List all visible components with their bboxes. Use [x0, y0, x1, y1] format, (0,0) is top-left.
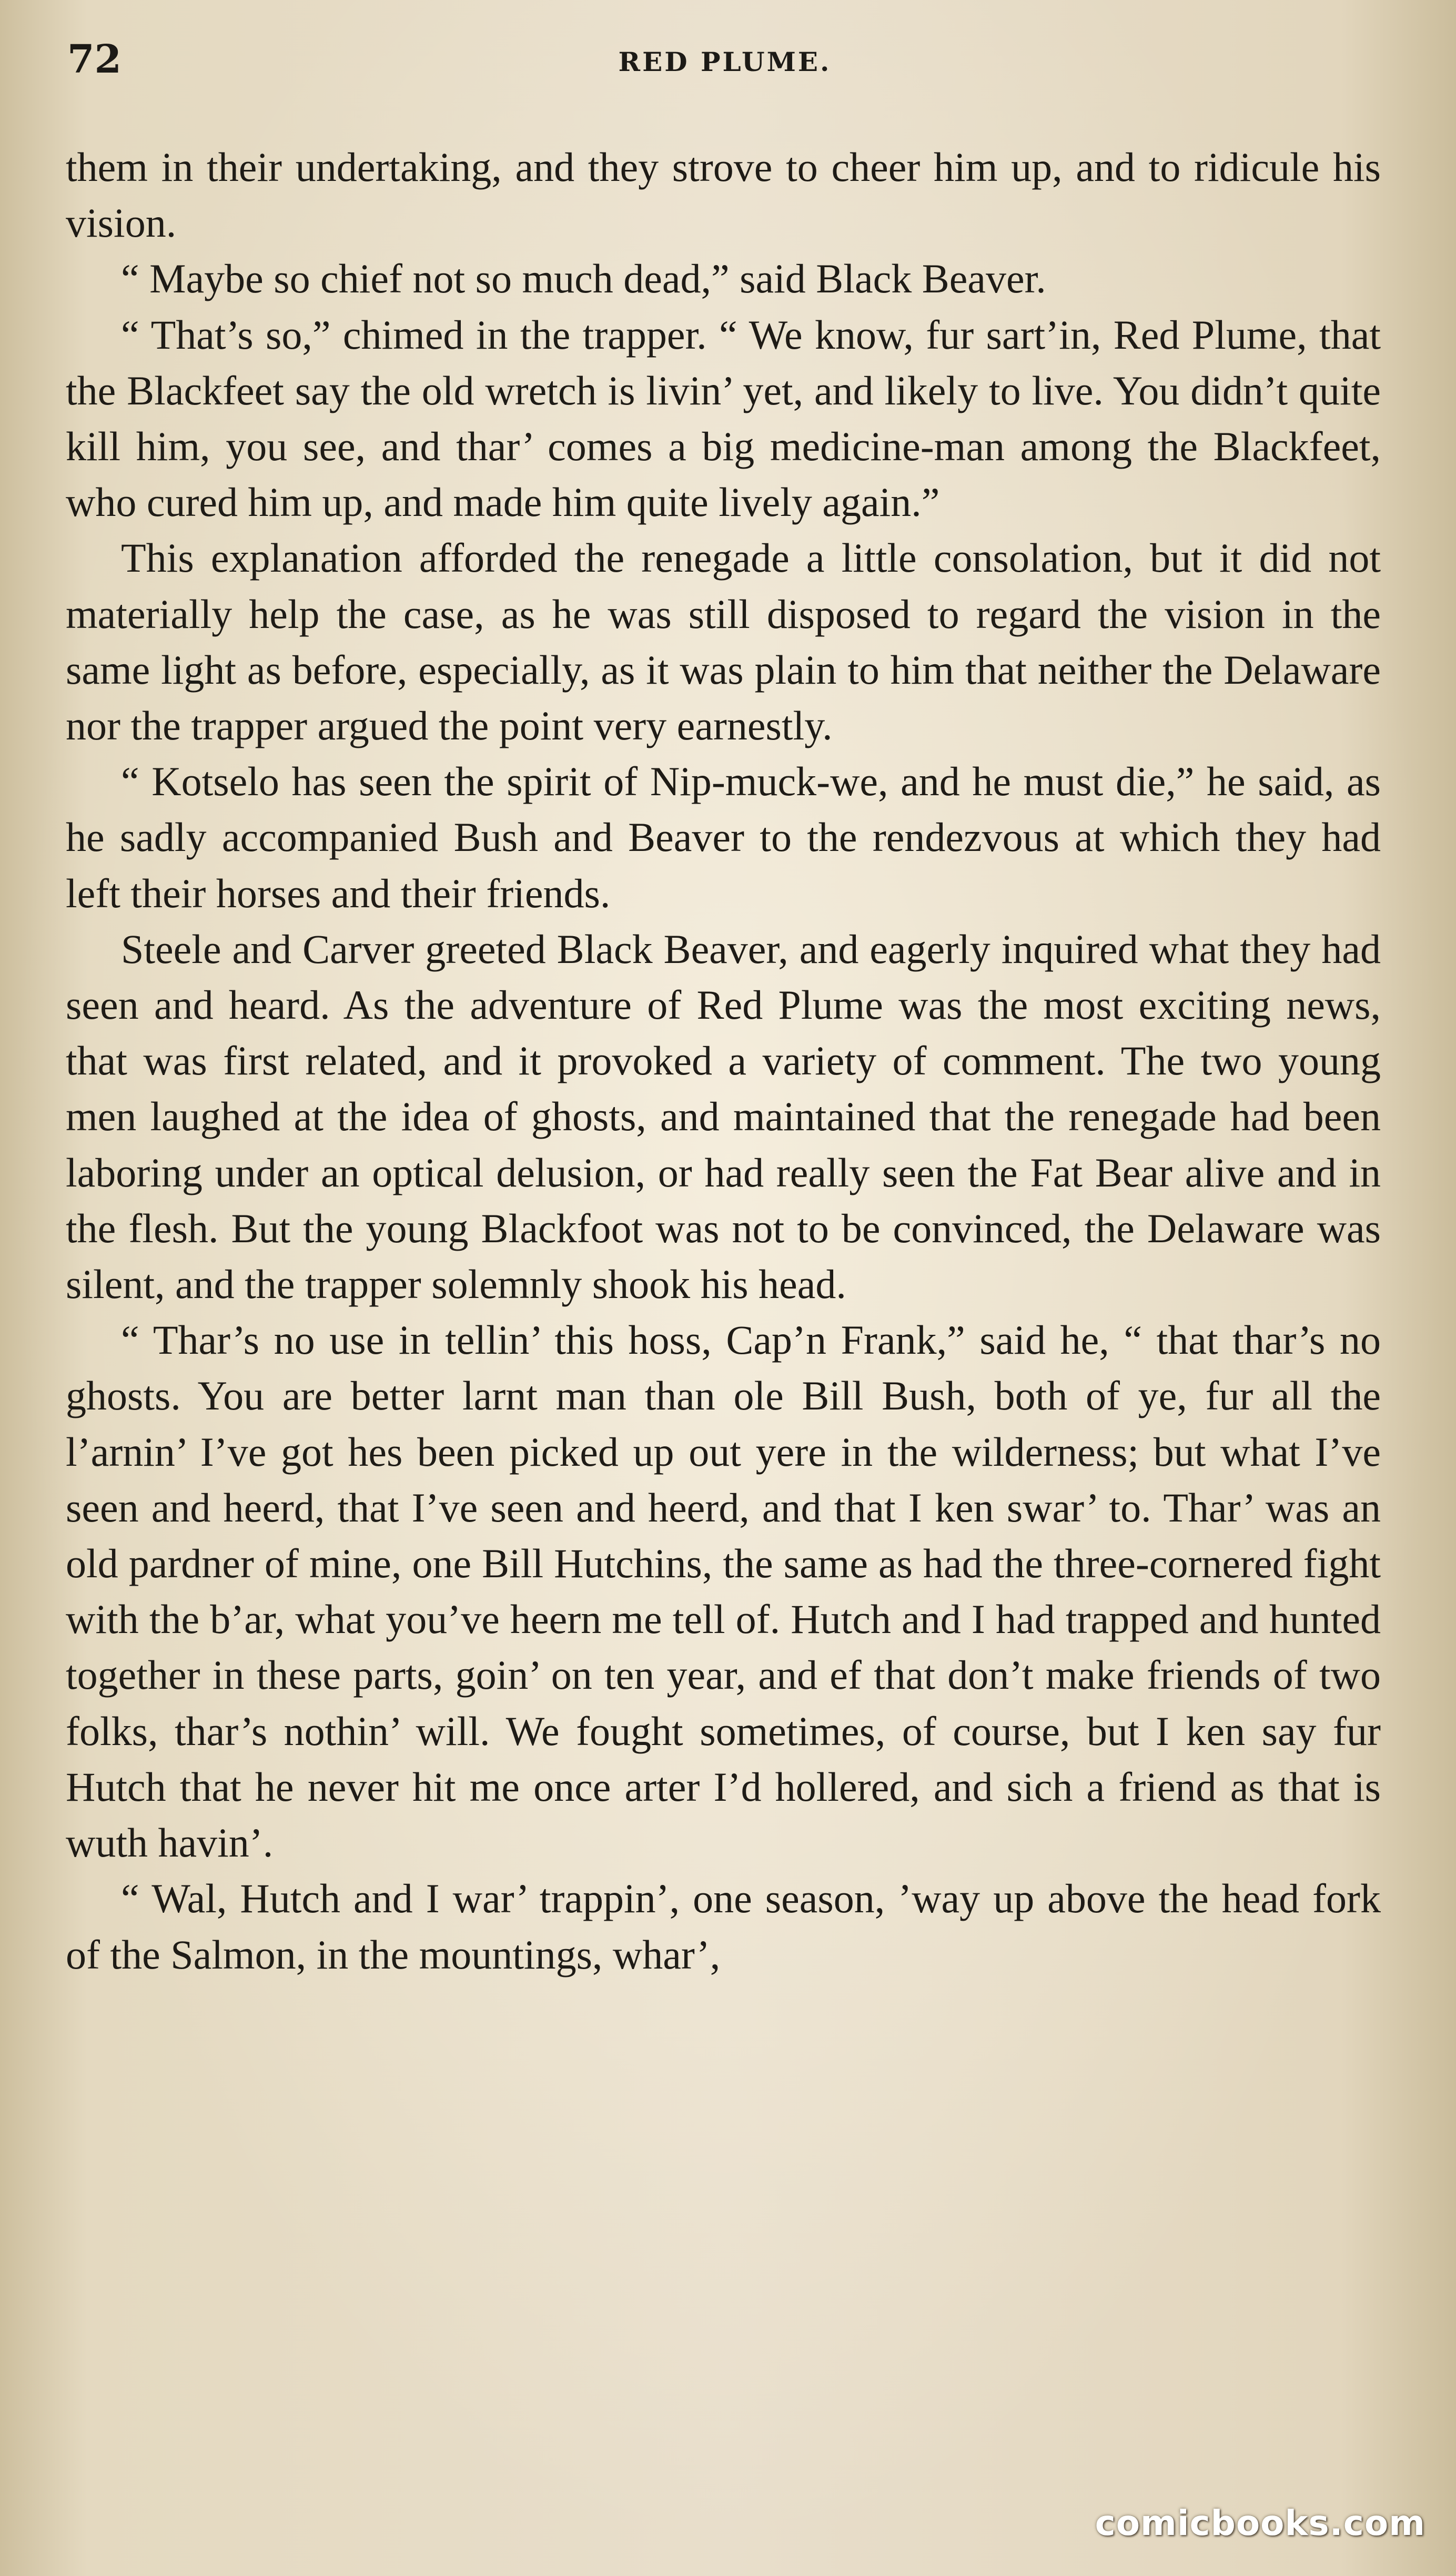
paragraph: Steele and Carver greeted Black Beaver, and eagerly inquired what they had seen and heard. As the adventure of Red Plume was the most exciting news, that was first related, and it provoked a variety of comment. The two young men laughed at the idea of ghosts, and maintained that the renegade had been laboring under an optical delusion, or had really seen the Fat Bear alive and in the flesh. But the young Blackfoot was not to be convinced, the Delaware was silent, and the trapper solemnly shook his head.: [66, 926, 1381, 1307]
page-header: [67, 37, 1382, 95]
paragraph: them in their undertaking, and they strove to cheer him up, and to ridicule his vision.: [66, 144, 1381, 246]
running-title: RED PLUME.: [618, 46, 832, 77]
paragraph: “ Thar’s no use in tellin’ this hoss, Cap’n Frank,” said he, “ that thar’s no ghosts. You are better larnt man than ole Bill Bush, both of ye, fur all the l’arnin’ I’ve got hes been picked up out yere in the wilderness; but what I’ve seen and heerd, that I’ve seen and heerd, and that I ken swar’ to. Thar’ was an old pardner of mine, one Bill Hutchins, the same as had the three-cornered fight with the b’ar, what you’ve heern me tell of. Hutch and I had trapped and hunted together in these parts, goin’ on ten year, and ef that don’t make friends of two folks, thar’s nothin’ will. We fought sometimes, of course, but I ken say fur Hutch that he never hit me once arter I’d hollered, and sich a friend as that is wuth havin’.: [66, 1317, 1381, 1866]
paragraph: “ Wal, Hutch and I war’ trappin’, one season, ’way up above the head fork of the Salmon, in the mountings, whar’,: [66, 1875, 1381, 1977]
paragraph: “ Maybe so chief not so much dead,” said Black Beaver.: [121, 256, 1046, 302]
paragraph: “ Kotselo has seen the spirit of Nip-muck-we, and he must die,” he said, as he sadly accompanied Bush and Beaver to the rendezvous at which they had left their horses and their friends.: [66, 758, 1381, 916]
paragraph: This explanation afforded the renegade a little consolation, but it did not materially help the case, as he was still disposed to regard the vision in the same light as before, especially, as it was plain to him that neither the Delaware nor the trapper argued the point very earnestly.: [66, 535, 1381, 749]
watermark: comicbooks.com: [1095, 2503, 1425, 2543]
page-number: 72: [67, 37, 122, 82]
body-text: [66, 139, 1381, 1983]
paragraph: “ That’s so,” chimed in the trapper. “ We know, fur sart’in, Red Plume, that the Blackfeet say the old wretch is livin’ yet, and likely to live. You didn’t quite kill him, you see, and thar’ comes a big medicine-man among the Blackfeet, who cured him up, and made him quite lively again.”: [66, 311, 1381, 525]
